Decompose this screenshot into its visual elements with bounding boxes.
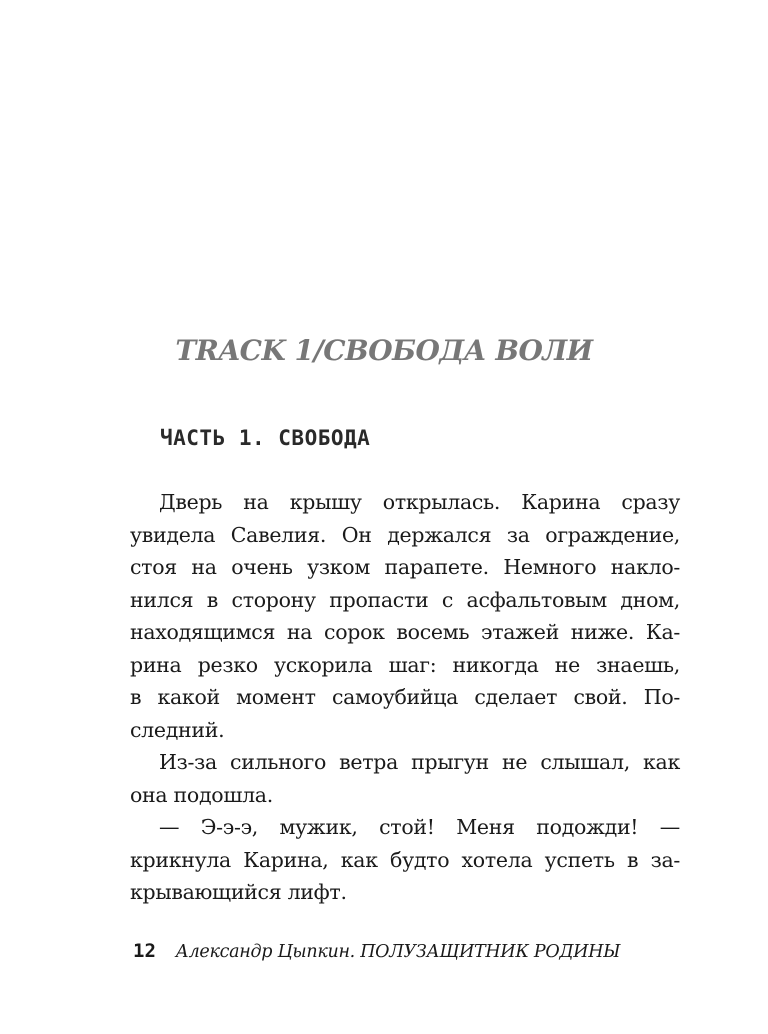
text-line: нился в сторону пропасти с асфальтовым дном, [130, 587, 680, 612]
text-line: Дверь на крышу открылась. Карина сразу [159, 490, 680, 514]
text-line: в какой момент самоубийца сделает свой. По- [130, 685, 680, 709]
section-title: ЧАСТЬ 1. СВОБОДА [160, 426, 371, 450]
text-line: следний. [130, 717, 225, 742]
text-line: рина резко ускорила шаг: никогда не знаешь, [130, 652, 680, 677]
text-line: увидела Савелия. Он держался за ограждение, [130, 522, 680, 547]
text-line: крывающийся лифт. [130, 880, 347, 904]
body-text [130, 486, 680, 909]
page-number: 12 [133, 940, 156, 962]
text-line: находящимся на сорок восемь этажей ниже. Ка- [130, 620, 680, 644]
text-line: — Э-э-э, мужик, стой! Меня подожди! — [159, 815, 680, 839]
page-footer [133, 940, 620, 962]
text-line: она подошла. [130, 782, 273, 807]
text-line: Из-за сильного ветра прыгун не слышал, как [159, 750, 680, 774]
text-line: стоя на очень узком парапете. Немного накло- [130, 555, 680, 579]
running-head: Александр Цыпкин. ПОЛУЗАЩИТНИК РОДИНЫ [175, 942, 621, 962]
text-line: крикнула Карина, как будто хотела успеть в за- [130, 847, 680, 872]
chapter-title: TRACK 1/СВОБОДА ВОЛИ [175, 334, 593, 367]
